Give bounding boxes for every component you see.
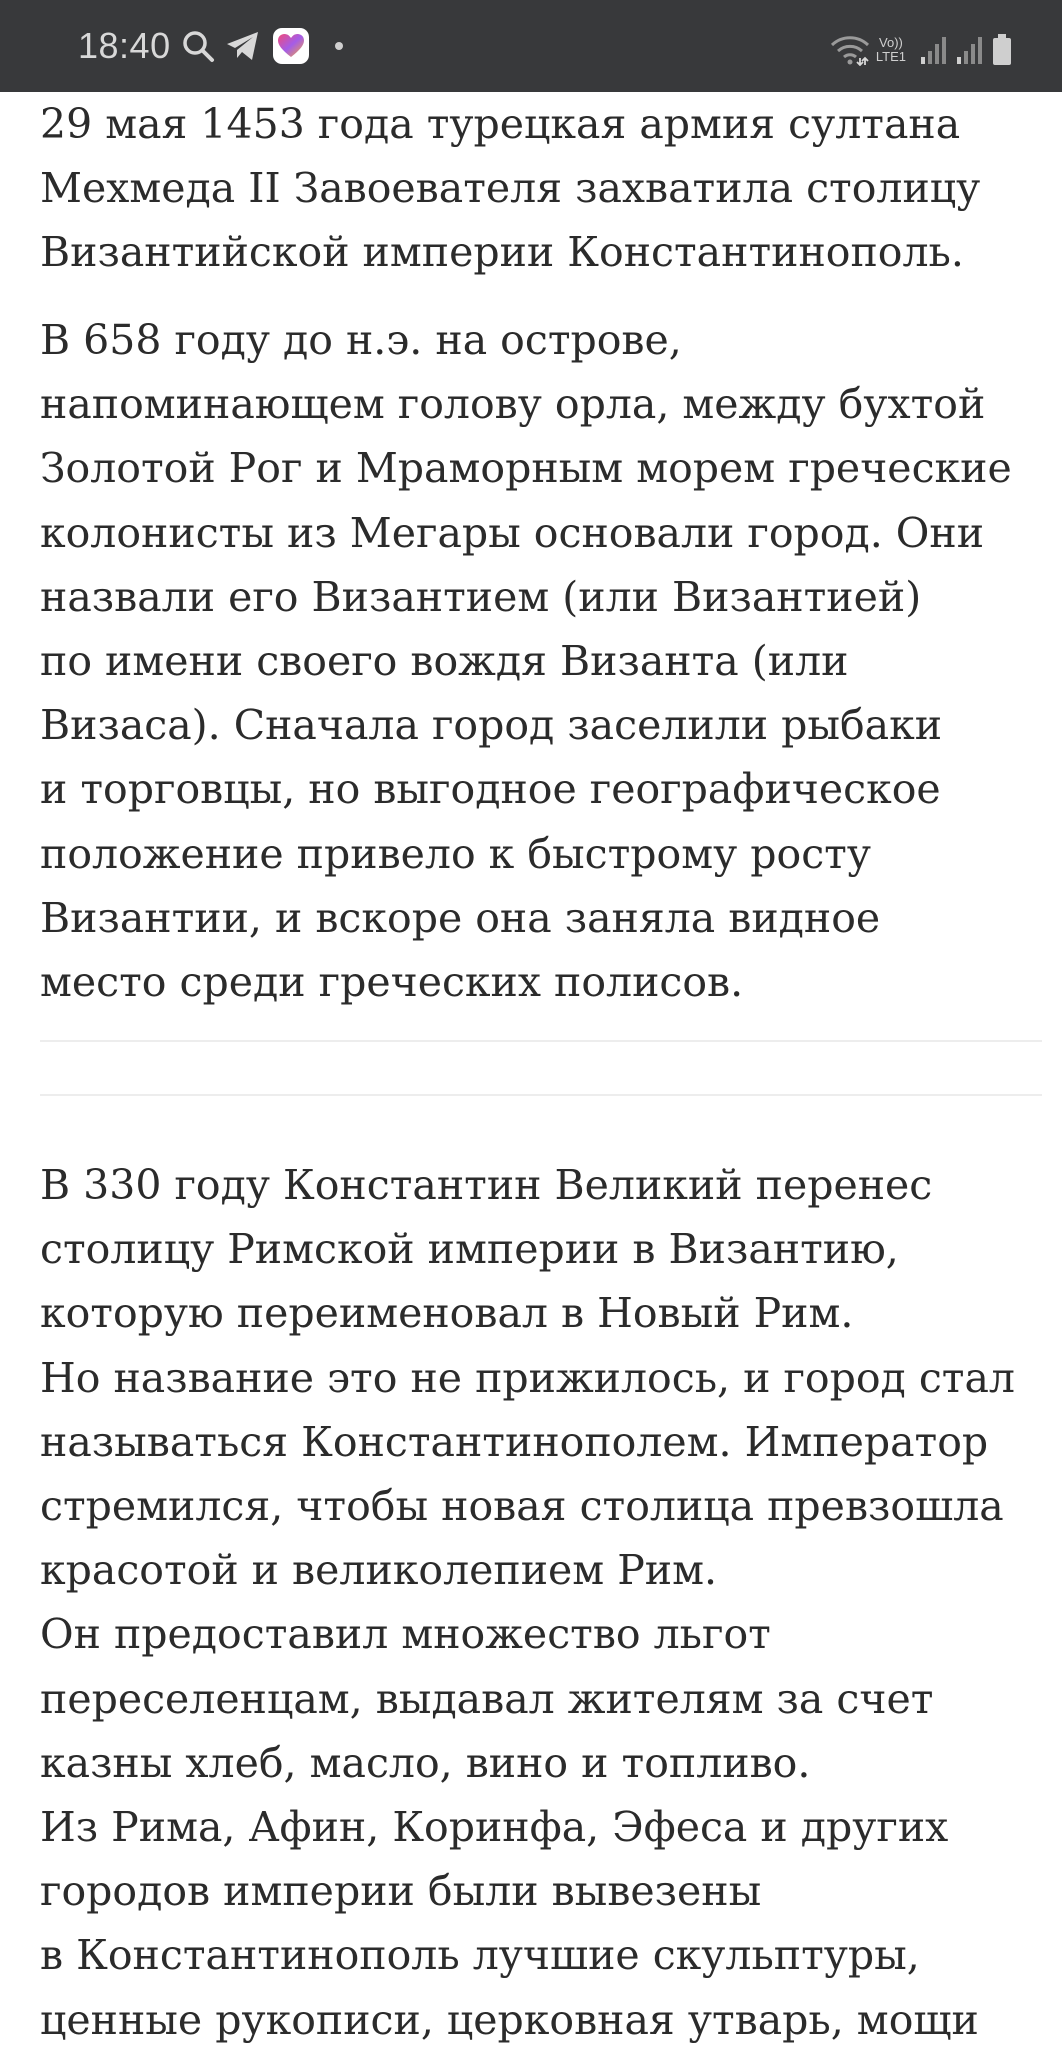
text-line: Он предоставил множество льгот [40, 1610, 771, 1659]
text-line: Мехмеда II Завоевателя захватила столицу [40, 164, 981, 213]
section-divider-top [40, 1040, 1042, 1042]
text-line: красотой и великолепием Рим. [40, 1546, 718, 1595]
lte-label: LTE1 [875, 49, 906, 64]
text-line: Византии, и вскоре она заняла видное [40, 893, 881, 942]
text-line: переселенцам, выдавал жителям за счет [40, 1674, 934, 1723]
status-bar-right [820, 30, 1012, 70]
search-icon [181, 29, 215, 63]
text-line: по имени своего вождя Византа (или [40, 637, 849, 686]
app-heart-icon [273, 28, 309, 64]
text-line: колонисты из Мегары основали город. Они [40, 508, 985, 557]
text-line: 29 мая 1453 года турецкая армия султана [40, 100, 961, 148]
volte-label: Vo)) [879, 35, 903, 50]
status-time: 18:40 [78, 25, 171, 66]
text-line: напоминающем голову орла, между бухтой [40, 380, 986, 429]
text-line: В 330 году Константин Великий перенес [40, 1161, 933, 1209]
article-paragraph-1 [40, 92, 1040, 285]
wifi-icon [830, 34, 870, 66]
battery-icon [992, 34, 1012, 66]
text-line: Византийской империи Константинополь. [40, 228, 964, 277]
text-line: столицу Римской империи в Византию, [40, 1225, 899, 1274]
text-line: ценные рукописи, церковная утварь, мощи [40, 1995, 979, 2044]
text-line: казны хлеб, масло, вино и топливо. [40, 1738, 811, 1787]
text-line: назвали его Византием (или Византией) [40, 572, 922, 621]
text-line: положение привело к быстрому росту [40, 829, 871, 878]
notification-dot [335, 42, 343, 50]
article-paragraph-3 [40, 1153, 1040, 2052]
text-line: городов империи были вывезены [40, 1867, 762, 1916]
text-line: и торговцы, но выгодное географическое [40, 765, 941, 814]
status-bar-left [78, 26, 343, 66]
text-line: стремился, чтобы новая столица превзошла [40, 1482, 1004, 1531]
telegram-icon [225, 29, 261, 63]
text-line: в Константинополь лучшие скульптуры, [40, 1931, 920, 1980]
volte-lte-icon [876, 36, 906, 64]
text-line: Визаса). Сначала город заселили рыбаки [40, 701, 943, 750]
text-line: называться Константинополем. Император [40, 1417, 989, 1466]
status-bar [0, 0, 1062, 92]
signal-2-icon [956, 35, 982, 65]
text-line: В 658 году до н.э. на острове, [40, 316, 682, 364]
text-line: место среди греческих полисов. [40, 958, 744, 1007]
article-paragraph-2 [40, 308, 1040, 1014]
section-divider-bottom [40, 1094, 1042, 1096]
text-line: Из Рима, Афин, Коринфа, Эфеса и других [40, 1803, 949, 1852]
text-line: Но название это не прижилось, и город стал [40, 1353, 1015, 1402]
signal-1-icon [920, 35, 946, 65]
text-line: Золотой Рог и Мраморным морем греческие [40, 444, 1012, 493]
text-line: которую переименовал в Новый Рим. [40, 1289, 854, 1338]
